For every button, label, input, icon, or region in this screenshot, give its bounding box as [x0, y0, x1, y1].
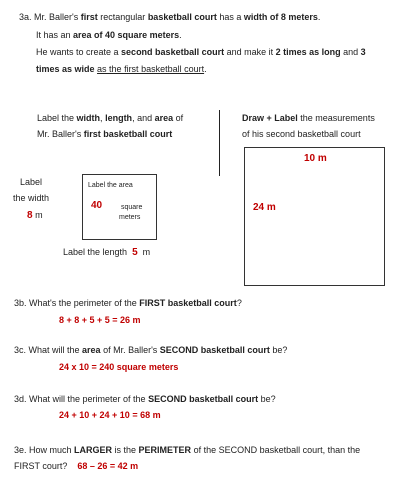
area-value: 40: [91, 200, 103, 211]
text: , and: [132, 113, 155, 123]
text: basketball court: [147, 12, 217, 22]
text: be?: [258, 394, 276, 404]
q3a-line3: [36, 47, 366, 57]
q3e-answer: 68 – 26 = 42 m: [77, 461, 139, 471]
text: It has an: [36, 30, 74, 40]
length-unit: m: [142, 247, 151, 257]
text: 3b. What's the perimeter of the: [14, 298, 140, 308]
second-court-side-value: 24 m: [253, 202, 276, 213]
width-measurement: [27, 210, 43, 221]
text: times as wide: [36, 64, 95, 74]
text: width of 8 meters: [243, 12, 318, 22]
text: the measurements: [297, 113, 375, 123]
text: and make it: [224, 47, 276, 57]
text: Draw + Label: [242, 113, 298, 123]
q3b-answer: 8 + 8 + 5 + 5 = 26 m: [59, 315, 141, 325]
text: is the: [112, 445, 139, 455]
text: of: [173, 113, 184, 123]
q3d-answer: 24 + 10 + 24 + 10 = 68 m: [59, 410, 161, 420]
text: first: [80, 12, 98, 22]
text: Label the length: [63, 247, 128, 257]
text: ?: [236, 298, 242, 308]
width-value: 8: [27, 210, 33, 221]
text: 2 times as long: [275, 47, 341, 57]
text: of the SECOND basketball court, than the: [191, 445, 361, 455]
text: 3e. How much: [14, 445, 75, 455]
text: area of 40 square meters: [73, 30, 180, 40]
text: first: [83, 129, 101, 139]
text: FIRST court?: [14, 461, 68, 471]
text: length: [105, 113, 133, 123]
text: Mr. Baller's: [37, 129, 84, 139]
right-panel-heading-line1: [242, 113, 375, 123]
length-value: 5: [132, 247, 138, 258]
q3a-line4: [36, 64, 207, 74]
text: 3c. What will the: [14, 345, 83, 355]
text: Mr. Baller's: [34, 12, 81, 22]
text: FIRST basketball court: [139, 298, 237, 308]
text: area: [82, 345, 101, 355]
label-width-line1: Label: [20, 177, 43, 187]
text: and: [340, 47, 361, 57]
q3c-answer: 24 x 10 = 240 square meters: [59, 362, 179, 372]
text: has a: [216, 12, 244, 22]
text: .: [317, 12, 321, 22]
second-court-top-value: 10 m: [304, 153, 327, 164]
text: second basketball court: [121, 47, 225, 57]
area-label: Label the area: [88, 182, 133, 189]
text: Label the: [37, 113, 77, 123]
text: be?: [269, 345, 288, 355]
text: area: [154, 113, 174, 123]
label-width-line2: the width: [13, 193, 50, 203]
area-unit-line2: meters: [119, 214, 141, 221]
text: .: [179, 30, 182, 40]
q3d-question: [14, 394, 276, 404]
q3a-number: 3a.: [19, 12, 32, 22]
text: He wants to create a: [36, 47, 122, 57]
q3b-question: [14, 298, 242, 308]
left-panel-heading-line1: [37, 113, 183, 123]
q3e-question-line2: [14, 461, 138, 471]
q3a-line1: [19, 12, 320, 22]
text: as the first basketball court: [97, 64, 205, 74]
right-panel-heading-line2: of his second basketball court: [242, 129, 361, 139]
q3a-line2: [36, 30, 182, 40]
text: SECOND basketball court: [148, 394, 259, 404]
length-label: [63, 247, 150, 258]
text: ,: [100, 113, 106, 123]
text: PERIMETER: [138, 445, 192, 455]
text: rectangular: [97, 12, 148, 22]
text: 3d. What will the perimeter of the: [14, 394, 149, 404]
text: basketball court: [100, 129, 173, 139]
area-unit-line1: square: [121, 204, 143, 211]
text: LARGER: [74, 445, 113, 455]
q3c-question: [14, 345, 287, 355]
text: 3: [360, 47, 366, 57]
text: of Mr. Baller's: [100, 345, 160, 355]
width-unit: m: [35, 210, 43, 220]
second-court-rectangle: [244, 147, 385, 286]
q3e-question-line1: [14, 445, 360, 455]
text: SECOND basketball court: [159, 345, 270, 355]
text: width: [76, 113, 101, 123]
text: .: [204, 64, 207, 74]
left-panel-heading-line2: [37, 129, 172, 139]
panel-divider: [219, 110, 220, 176]
